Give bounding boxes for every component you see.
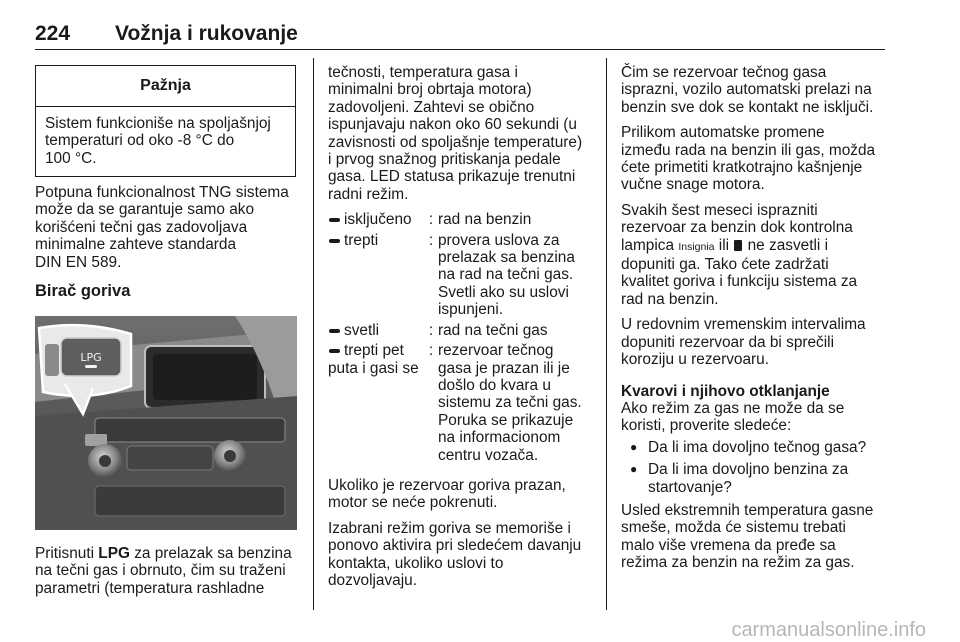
delay-paragraph: Prilikom automatske promene između rada na benzin ili gas, možda ćete primetiti kratkotrajno kašnjenje vučne snage motora.: [621, 124, 876, 194]
caution-body: [36, 107, 295, 175]
photo-caption: Pritisnuti LPG za prelazak sa benzina na tečni gas i obrnuto, čim su traženi parametri (temperatura rashladne: [35, 545, 292, 597]
column-2-text: [328, 64, 593, 597]
caution-line: 100 °C.: [45, 149, 97, 167]
table-row: isključeno : rad na benzin: [328, 211, 593, 231]
empty-tank-paragraph: Ukoliko je rezervoar goriva prazan, motor se neće pokrenuti.: [328, 476, 566, 512]
check-list: [621, 439, 889, 496]
list-item: ● Da li ima dovoljno tečnog gasa?: [621, 439, 889, 456]
table-row: trepti pet puta i gasi se : rezervoar tečnog gasa je prazan ili je došlo do kvara u sistemu za tečni gas. Poruka se prikazuje na informacionom centru vozača.: [328, 342, 582, 464]
table-row: svetli : rad na tečni gas: [328, 322, 593, 342]
list-item: ● Da li ima dovoljno benzina za startovanje?: [621, 461, 889, 496]
watermark-text: carmanualsonline.info: [731, 619, 926, 641]
caution-title: Pažnja: [36, 66, 295, 107]
corrosion-paragraph: U redovnim vremenskim intervalima dopuniti rezervoar da bi sprečili koroziju u rezervoaru.: [621, 316, 866, 369]
troubleshooting-heading: Kvarovi i njihovo otklanjanje: [621, 382, 830, 400]
page-number: 224: [35, 22, 71, 45]
conditions-paragraph: tečnosti, temperatura gasa i minimalni broj obrtaja motora) zadovoljeni. Zahtevi se obično ispunjavaju nakon oko 60 sekundi (u zavisnosti od spoljašnje temperature) i prvog snažnog pritiskanja pedale gasa. LED statusa prikazuje trenutni radni režim.: [328, 64, 583, 203]
maintenance-paragraph: Svakih šest meseci isprazniti rezervoar za benzin dok kontrolna lampica Insignia ili ne zasvetli i dopuniti ga. Tako ćete zadržati kvalitet goriva i funkciju sistema za rad na benzin.: [621, 201, 858, 308]
led-status-table: [328, 211, 593, 467]
led-dash-icon: [329, 349, 340, 353]
temperature-paragraph: Usled ekstremnih temperatura gasne smeše, možda će sistemu trebati malo više vremena da pređe sa režima za benzin na režim za gas.: [621, 501, 874, 572]
table-row: trepti : provera uslova za prelazak sa benzina na rad na tečni gas. Svetli ako su uslovi ispunjeni.: [328, 232, 593, 322]
fuel-pump-icon: [734, 240, 742, 251]
caution-box: [35, 65, 296, 177]
chapter-title: Vožnja i rukovanje: [115, 22, 298, 45]
auto-switch-paragraph: Čim se rezervoar tečnog gasa isprazni, vozilo automatski prelazi na benzin sve dok se kontakt ne isključi.: [621, 64, 874, 116]
led-dash-icon: [329, 218, 340, 222]
caution-line: Sistem funkcioniše na spoljašnjoj: [45, 115, 271, 132]
column-divider-2: [606, 58, 607, 610]
caution-line: temperaturi od oko -8 °C do: [45, 132, 235, 150]
dashboard-photo: [35, 316, 297, 530]
lpg-button-label: LPG: [80, 351, 102, 364]
header-rule: [35, 49, 885, 50]
led-dash-icon: [329, 329, 340, 333]
led-dash-icon: [329, 239, 340, 243]
tng-paragraph: Potpuna funkcionalnost TNG sistema može da se garantuje samo ako korišćeni tečni gas zadovoljava minimalne zahteve standarda DIN EN 589.: [35, 184, 289, 271]
troubleshooting-intro: Ako režim za gas ne može da se koristi, proverite sledeće:: [621, 399, 845, 435]
fuel-selector-heading: Birač goriva: [35, 282, 131, 301]
column-1-text: [35, 184, 300, 300]
memory-paragraph: Izabrani režim goriva se memoriše i ponovo aktivira pri sledećem davanju kontakta, ukoliko uslovi to dozvoljavaju.: [328, 519, 582, 589]
column-3-text: [621, 64, 889, 580]
insignia-brand-text: Insignia: [678, 240, 715, 253]
column-divider-1: [313, 58, 314, 610]
page-header: [35, 22, 885, 52]
